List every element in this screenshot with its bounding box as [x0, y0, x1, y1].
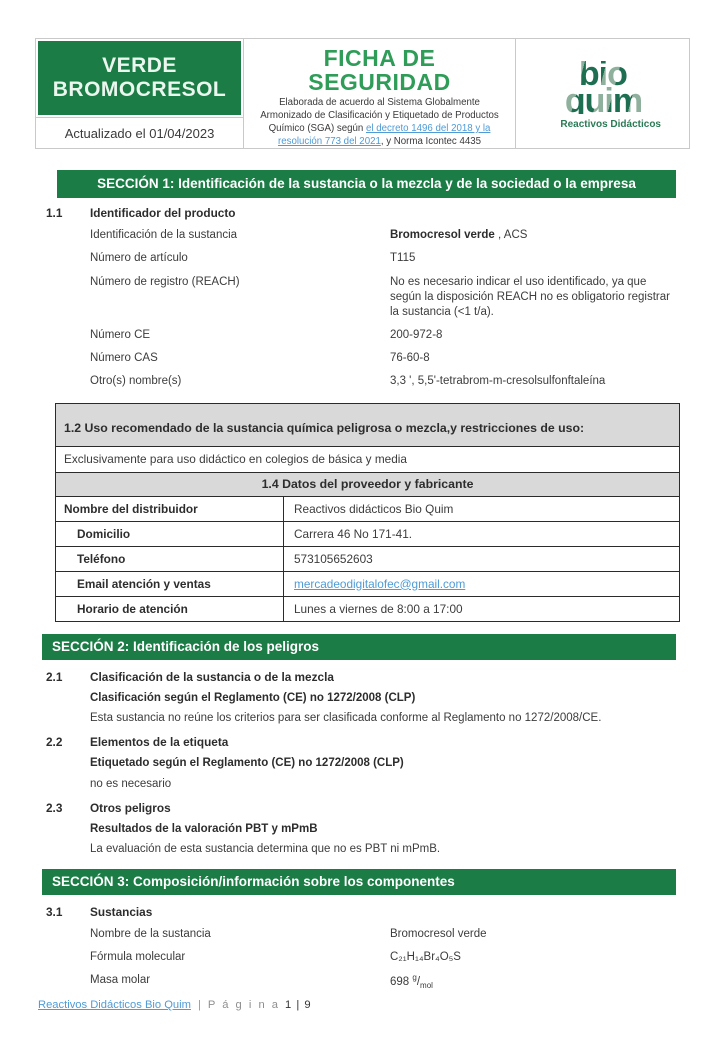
distributor-name-label: Nombre del distribuidor: [56, 496, 284, 521]
field-row-reach: Número de registro (REACH) No es necesario indicar el uso identificado, ya que según la disposición REACH no es obligatorio registrar la sustancia (<1 t/a).: [90, 275, 670, 318]
footer-separator: |: [197, 999, 201, 1011]
clp-classification-text: Esta sustancia no reúne los criterios para ser clasificada conforme al Reglamento no 1272/2008/CE.: [90, 711, 602, 724]
subsection-1-1: [46, 206, 724, 220]
product-name-box: [38, 41, 241, 115]
logo-word-bio: bio: [578, 54, 627, 93]
table-row: [56, 446, 680, 472]
field-row-article-number: Número de artículo T115: [90, 252, 416, 265]
field-row-substance-id: Identificación de la sustancia Bromocresol verde , ACS: [90, 229, 528, 242]
doc-title-cell: [244, 39, 516, 148]
field-row-cas-number: Número CAS 76-60-8: [90, 352, 430, 365]
pbt-text: La evaluación de esta sustancia determina que no es PBT ni mPmB.: [90, 843, 441, 856]
doc-subtitle: [254, 97, 505, 148]
address-label: Domicilio: [56, 521, 284, 546]
table-row: [56, 472, 680, 496]
hours-label: Horario de atención: [56, 596, 284, 621]
document-header: [35, 38, 690, 149]
footer-company-link[interactable]: Reactivos Didácticos Bio Quim: [38, 999, 191, 1011]
phone-label: Teléfono: [56, 546, 284, 571]
product-name-cell: [36, 39, 244, 118]
mass-unit-denominator: mol: [420, 981, 433, 991]
mass-unit-numerator: g: [412, 973, 417, 983]
logo-tagline: Reactivos Didácticos: [560, 119, 661, 131]
email-link[interactable]: mercadeodigitalofec@gmail.com: [294, 576, 466, 591]
distributor-name-value: Reactivos didácticos Bio Quim: [284, 496, 680, 521]
address-value: Carrera 46 No 171-41.: [284, 521, 680, 546]
provider-data-header: 1.4 Datos del proveedor y fabricante: [56, 472, 680, 496]
field-row-other-names: Otro(s) nombre(s) 3,3 ', 5,5'-tetrabrom-m-cresolsulfonftaleína: [90, 375, 606, 388]
decree-link[interactable]: el decreto 1496 del 2018 y la resolución 773 del 2021: [277, 122, 491, 147]
table-row: [56, 521, 680, 546]
logo-word-quim: quim: [564, 81, 643, 120]
doc-subtitle-text: Elaborada de acuerdo al Sistema Globalmente Armonizado de Clasificación y Etiquetado de Productos Químico (SGA) según: [260, 97, 499, 134]
field-row-molar-mass: Masa molar 698 $^g/_{mol}$: [90, 973, 433, 991]
doc-subtitle-tail: , y Norma Icontec 4435: [380, 135, 482, 147]
updated-date: Actualizado el 01/04/2023: [64, 125, 215, 141]
table-row: [56, 546, 680, 571]
table-row: [56, 571, 680, 596]
subsection-title: Identificador del producto: [90, 206, 236, 221]
substance-name: Bromocresol verde: [390, 229, 495, 242]
phone-value: 573105652603: [284, 546, 680, 571]
bioquim-logo: [516, 39, 691, 148]
page-footer: [38, 999, 312, 1011]
hours-value: Lunes a viernes de 8:00 a 17:00: [284, 596, 680, 621]
product-name: VERDE BROMOCRESOL: [52, 53, 227, 101]
table-row: [56, 403, 680, 446]
use-restrictions-header: 1.2 Uso recomendado de la sustancia química peligrosa o mezcla,y restricciones de uso:: [56, 403, 680, 446]
email-label: Email atención y ventas: [56, 571, 284, 596]
subsection-2-1: 2.1 Clasificación de la sustancia o de la mezcla: [46, 669, 334, 684]
table-row: [56, 596, 680, 621]
field-row-molecular-formula: Fórmula molecular C₂₁H₁₄Br₄O₅S: [90, 950, 461, 963]
bioquim-logo-mark: [564, 54, 643, 120]
recommended-use-value: Exclusivamente para uso didáctico en colegios de básica y media: [56, 446, 680, 472]
updated-date-cell: [36, 118, 244, 148]
subsection-2-2: 2.2 Elementos de la etiqueta: [46, 735, 229, 750]
subsection-number: 1.1: [46, 206, 63, 221]
clp-classification-heading: Clasificación según el Reglamento (CE) no 1272/2008 (CLP): [90, 691, 416, 704]
field-row-substance-name: Nombre de la sustancia Bromocresol verde: [90, 927, 487, 940]
labeling-heading: Etiquetado según el Reglamento (CE) no 1272/2008 (CLP): [90, 757, 404, 770]
page-label: P á g i n a: [207, 999, 281, 1011]
subsection-2-3: 2.3 Otros peligros: [46, 801, 171, 816]
doc-title: FICHA DE SEGURIDAD: [308, 45, 451, 96]
field-row-ce-number: Número CE 200-972-8: [90, 329, 443, 342]
table-row: [56, 496, 680, 521]
subsection-3-1: 3.1 Sustancias: [46, 904, 153, 919]
provider-table: [55, 403, 680, 622]
labeling-text: no es necesario: [90, 777, 172, 790]
section-3-header: SECCIÓN 3: Composición/información sobre los componentes: [42, 869, 676, 895]
page-number: 1 | 9: [285, 999, 312, 1011]
section-1-header: SECCIÓN 1: Identificación de la sustancia o la mezcla y de la sociedad o la empresa: [57, 170, 676, 198]
section-2-header: SECCIÓN 2: Identificación de los peligros: [42, 634, 676, 660]
pbt-heading: Resultados de la valoración PBT y mPmB: [90, 823, 318, 836]
